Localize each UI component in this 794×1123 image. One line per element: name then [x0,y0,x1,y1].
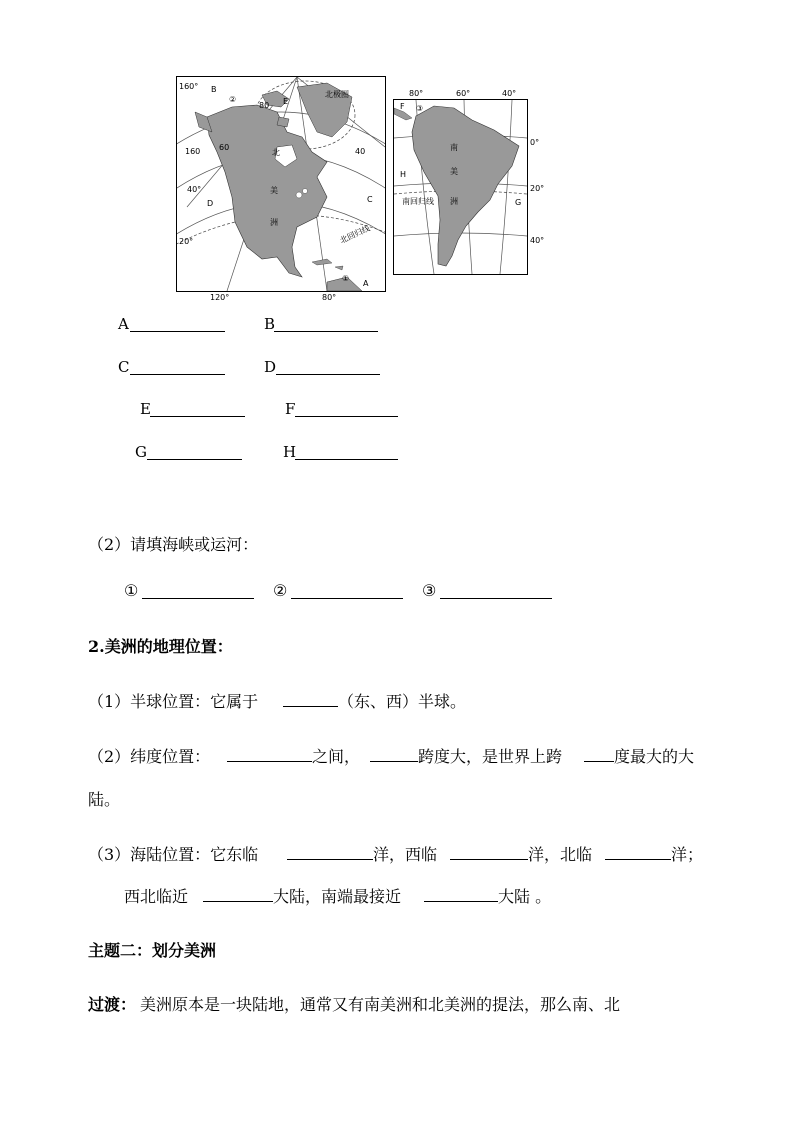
latitude-prefix: （2）纬度位置： [88,747,211,766]
transition-text: 美洲原本是一块陆地，通常又有南美洲和北美洲的提法，那么南、北 [140,995,621,1014]
sea2-end: 大陆 。 [498,887,552,906]
blank-label-C: C [118,358,130,376]
latitude-mid-2: 跨度大，是世界上跨 [418,747,563,766]
latitude-blank-2[interactable] [370,761,418,762]
hemisphere-blank[interactable] [283,706,338,707]
map-label-lon80-bottom: 80° [322,293,337,302]
blank-label-G: G [135,443,147,461]
hemisphere-suffix: （东、西）半球。 [338,692,467,711]
blank-label-E: E [140,400,151,418]
transition-label: 过渡： [88,995,137,1014]
map-label-lat20: 20° [179,237,194,246]
latitude-blank-3[interactable] [584,761,614,762]
latitude-continuation: 陆。 [88,790,121,809]
north-america-map [176,76,386,292]
map-label-F: F [400,102,405,111]
map-label-lat60: 60 [219,143,230,152]
sea-mid-2: 洋，北临 [528,845,593,864]
hemisphere-prefix: （1）半球位置：它属于 [88,692,259,711]
q2-blank-3[interactable] [440,598,552,599]
map-label-A: A [363,279,369,288]
map-label-zhou: 洲 [270,218,278,227]
map-label-arctic-circle: 北极圈 [325,90,349,99]
map-label-E: E [283,97,289,106]
sea2-mid: 大陆，南端最接近 [273,887,402,906]
map-label-bei: 北 [272,148,280,157]
blank-label-H: H [283,443,297,461]
sea-mid-3: 洋； [671,845,704,864]
map-label-s-lon80: 80° [409,89,424,98]
blank-line-A[interactable] [130,331,225,332]
blank-label-A: A [118,315,129,333]
map-label-s-lon60: 60° [456,89,471,98]
map-label-s-mei: 美 [450,167,458,176]
map-label-H: H [400,170,407,179]
latitude-blank-1[interactable] [227,761,312,762]
map-label-ring80: 80 [259,101,270,110]
blank-line-F[interactable] [295,416,398,417]
q2-prompt: （2）请填海峡或运河： [88,535,259,554]
map-label-lat40: 40° [187,185,202,194]
sea-blank-north[interactable] [605,859,671,860]
blank-line-H[interactable] [295,459,398,460]
map-label-s-lat20: 20° [530,184,545,193]
map-label-lon120: 120° [210,293,230,302]
blank-line-E[interactable] [150,416,245,417]
map-label-mei: 美 [270,186,278,195]
map-label-ring40: 40 [355,147,366,156]
map-label-G: G [515,198,522,207]
sea-mid-1: 洋，西临 [373,845,438,864]
map-label-ring160: 160 [185,147,201,156]
q2-marker-2: ② [273,581,288,600]
map-label-B: B [211,85,217,94]
sea2-prefix: 西北临近 [124,887,189,906]
q2-blank-2[interactable] [291,598,403,599]
map-label-s-lat40: 40° [530,236,545,245]
blank-label-B: B [264,315,276,333]
sea2-blank-northwest[interactable] [203,901,273,902]
map-label-marker-2: ② [229,95,237,104]
north-america-map-drawing [177,77,385,291]
map-label-marker-1: ① [342,274,350,283]
south-america-map-drawing [394,100,527,274]
south-america-map [393,99,528,275]
latitude-mid-3: 度最大的大 [614,747,695,766]
topic2-title: 主题二：划分美洲 [88,941,217,960]
blank-line-B[interactable] [274,331,378,332]
latitude-mid-1: 之间， [312,747,361,766]
section2-title: 2.美洲的地理位置： [88,637,233,656]
map-label-nan: 南 [450,143,458,152]
map-label-tropic: 北回归线 [338,223,372,246]
map-label-s-zhou: 洲 [450,197,458,206]
blank-line-D[interactable] [276,374,380,375]
sea-prefix: （3）海陆位置：它东临 [88,845,259,864]
q2-marker-1: ① [124,581,139,600]
sea2-blank-south[interactable] [424,901,498,902]
q2-blank-1[interactable] [142,598,254,599]
map-label-s-lon40: 40° [502,89,517,98]
q2-marker-3: ③ [422,581,437,600]
sea-blank-west[interactable] [450,859,528,860]
blank-line-C[interactable] [130,374,225,375]
blank-label-D: D [264,358,277,376]
map-label-s-lat0-out: 0° [530,138,540,147]
map-label-C: C [367,195,373,204]
map-label-D: D [207,199,214,208]
blank-label-F: F [285,400,296,418]
map-label-marker-3: ③ [416,104,424,113]
blank-line-G[interactable] [147,459,242,460]
sea-blank-east[interactable] [287,859,373,860]
map-label-lon160: 160° [179,82,199,91]
map-label-s-tropic: 南回归线 [402,197,434,206]
